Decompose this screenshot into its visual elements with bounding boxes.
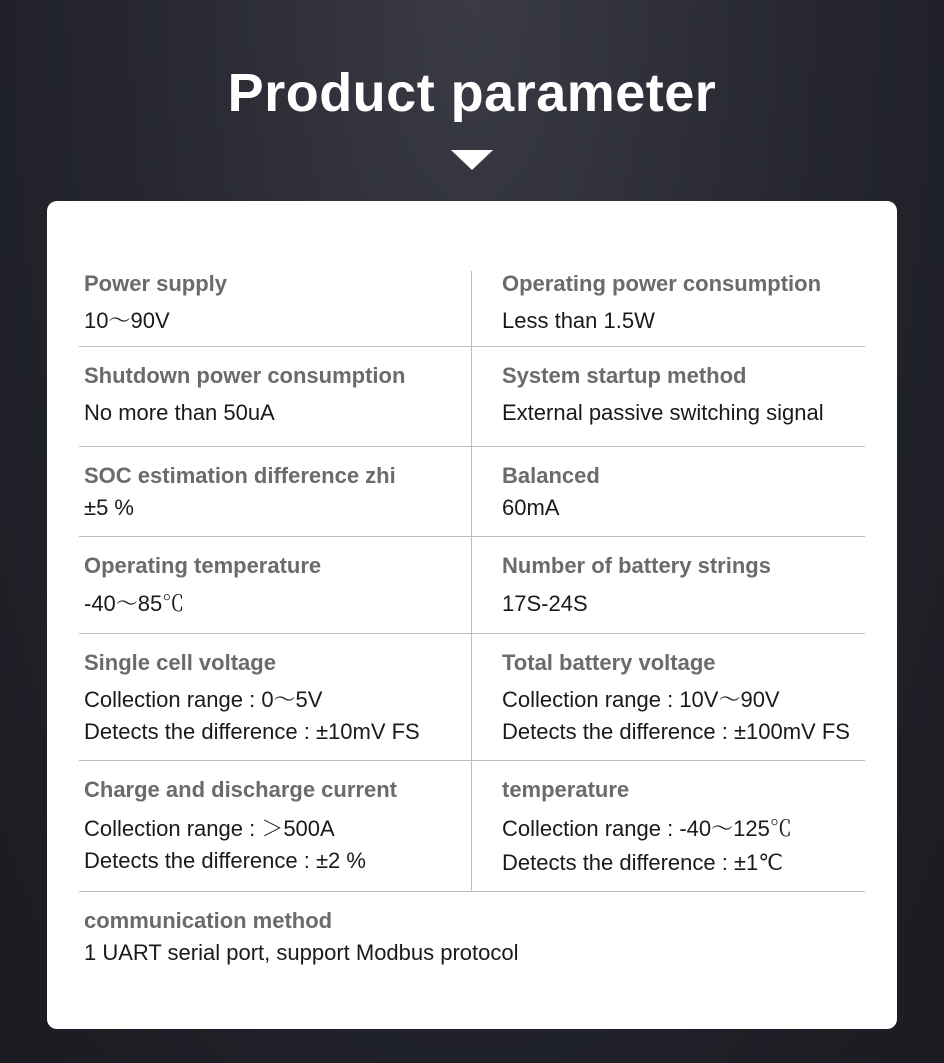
column-divider: [471, 271, 472, 346]
parameter-row: [79, 634, 865, 761]
parameter-label: Operating temperature: [84, 553, 322, 578]
parameter-cell: [84, 777, 397, 874]
parameter-cell: [84, 553, 321, 617]
parameter-label: Operating power consumption: [502, 271, 822, 296]
parameter-label: communication method: [84, 908, 333, 933]
parameter-label: Charge and discharge current: [84, 777, 397, 802]
parameter-value: 10～90V: [84, 308, 170, 333]
parameter-row: [79, 892, 865, 992]
parameter-value: Detects the difference : ±100mV FS: [502, 719, 850, 744]
parameter-label: Total battery voltage: [502, 650, 716, 675]
column-divider: [471, 537, 472, 633]
parameter-value: 1 UART serial port, support Modbus protocol: [84, 940, 519, 965]
parameter-cell: [84, 271, 227, 334]
parameter-row: [79, 271, 865, 347]
parameter-label: Balanced: [502, 463, 600, 488]
parameter-row: [79, 447, 865, 537]
down-arrow-icon: [451, 150, 493, 170]
parameter-cell: [502, 363, 824, 426]
parameter-cell: [502, 463, 600, 521]
parameter-label: System startup method: [502, 363, 747, 388]
parameter-value: Collection range : 10V～90V: [502, 687, 780, 712]
parameter-cell: [84, 463, 396, 521]
parameter-value: 60mA: [502, 495, 560, 520]
parameter-label: temperature: [502, 777, 630, 802]
parameter-value: 17S-24S: [502, 591, 588, 616]
column-divider: [471, 347, 472, 446]
parameter-value: Collection range : ＞500A: [84, 816, 335, 841]
parameter-value: Detects the difference : ±1℃: [502, 850, 783, 875]
parameter-cell: [84, 908, 519, 966]
parameter-cell: [502, 650, 850, 745]
parameter-value: No more than 50uA: [84, 400, 275, 425]
parameter-cell: [502, 271, 821, 334]
parameter-value: Detects the difference : ±10mV FS: [84, 719, 420, 744]
parameter-label: SOC estimation difference zhi: [84, 463, 396, 488]
parameter-value: Collection range : 0～5V: [84, 687, 323, 712]
parameter-card: [47, 201, 897, 1029]
parameter-row: [79, 537, 865, 634]
parameter-label: Number of battery strings: [502, 553, 771, 578]
parameter-value: ±5 %: [84, 495, 134, 520]
parameter-value: External passive switching signal: [502, 400, 824, 425]
column-divider: [471, 634, 472, 760]
parameter-cell: [502, 777, 792, 876]
page-title: Product parameter: [227, 63, 717, 123]
parameter-row: [79, 761, 865, 892]
parameter-label: Single cell voltage: [84, 650, 276, 675]
column-divider: [471, 761, 472, 891]
parameter-cell: [502, 553, 771, 617]
parameter-value: Detects the difference : ±2 %: [84, 848, 366, 873]
parameter-row: [79, 347, 865, 447]
column-divider: [471, 447, 472, 536]
parameter-cell: [84, 363, 405, 426]
parameter-label: Shutdown power consumption: [84, 363, 406, 388]
parameter-cell: [84, 650, 420, 745]
parameter-value: Collection range : -40～125℃: [502, 816, 792, 841]
parameter-value: Less than 1.5W: [502, 308, 655, 333]
parameter-value: -40～85℃: [84, 591, 185, 616]
parameter-label: Power supply: [84, 271, 228, 296]
